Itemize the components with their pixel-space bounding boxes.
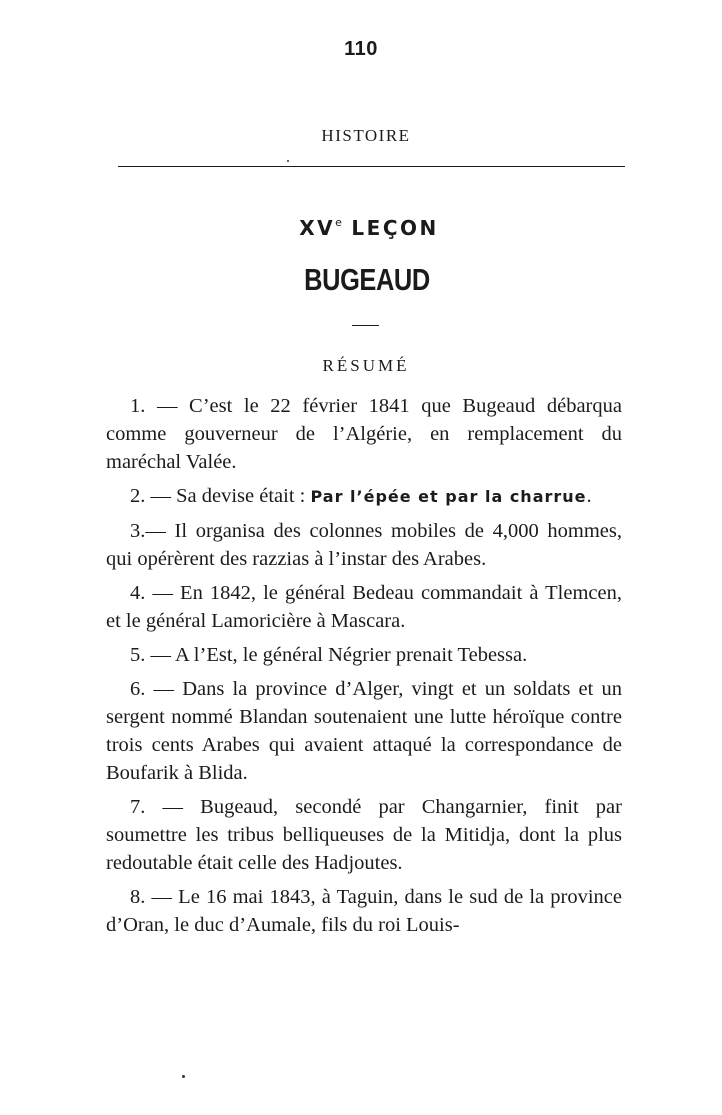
summary-list (106, 392, 622, 945)
print-speck (287, 160, 289, 162)
summary-item-6: 6. — Dans la province d’Alger, vingt et un soldats et un sergent nommé Blandan soutenaient une lutte héroïque contre trois cents Arabes qui avaient attaqué la correspondance de Boufarik à Blida. (106, 678, 622, 784)
summary-item-8: 8. — Le 16 mai 1843, à Taguin, dans le sud de la province d’Oran, le duc d’Aumale, fils du roi Louis- (106, 886, 622, 936)
print-speck (182, 1075, 185, 1078)
summary-heading: RÉSUMÉ (322, 356, 410, 375)
summary-item-3: 3.— Il organisa des colonnes mobiles de 4,000 hommes, qui opérèrent des razzias à l’instar des Arabes. (106, 520, 622, 570)
running-head: HISTOIRE (321, 126, 411, 145)
summary-item-4: 4. — En 1842, le général Bedeau commandait à Tlemcen, et le général Lamoricière à Mascara. (106, 582, 622, 632)
lesson-heading (0, 216, 722, 240)
lesson-numeral: XV (299, 216, 336, 240)
summary-item-7: 7. — Bugeaud, secondé par Changarnier, finit par soumettre les tribus belliqueuses de la Mitidja, dont la plus redoutable était celle des Hadjoutes. (106, 796, 622, 874)
lesson-word: LEÇON (351, 216, 439, 240)
page-number: 110 (344, 38, 378, 60)
summary-item-2-end: . (586, 485, 592, 507)
lesson-superscript: e (335, 216, 342, 229)
summary-item-1: 1. — C’est le 22 février 1841 que Bugeaud débarqua comme gouverneur de l’Algérie, en remplacement du maréchal Valée. (106, 395, 622, 473)
summary-item-2-text: 2. — Sa devise était : (130, 485, 311, 507)
summary-item-5: 5. — A l’Est, le général Négrier prenait Tebessa. (130, 644, 528, 666)
summary-item-2 (106, 482, 622, 511)
title-dash (352, 325, 379, 326)
lesson-title: BUGEAUD (304, 262, 430, 297)
header-rule (118, 166, 625, 167)
motto: Par l’épée et par la charrue (310, 487, 587, 506)
